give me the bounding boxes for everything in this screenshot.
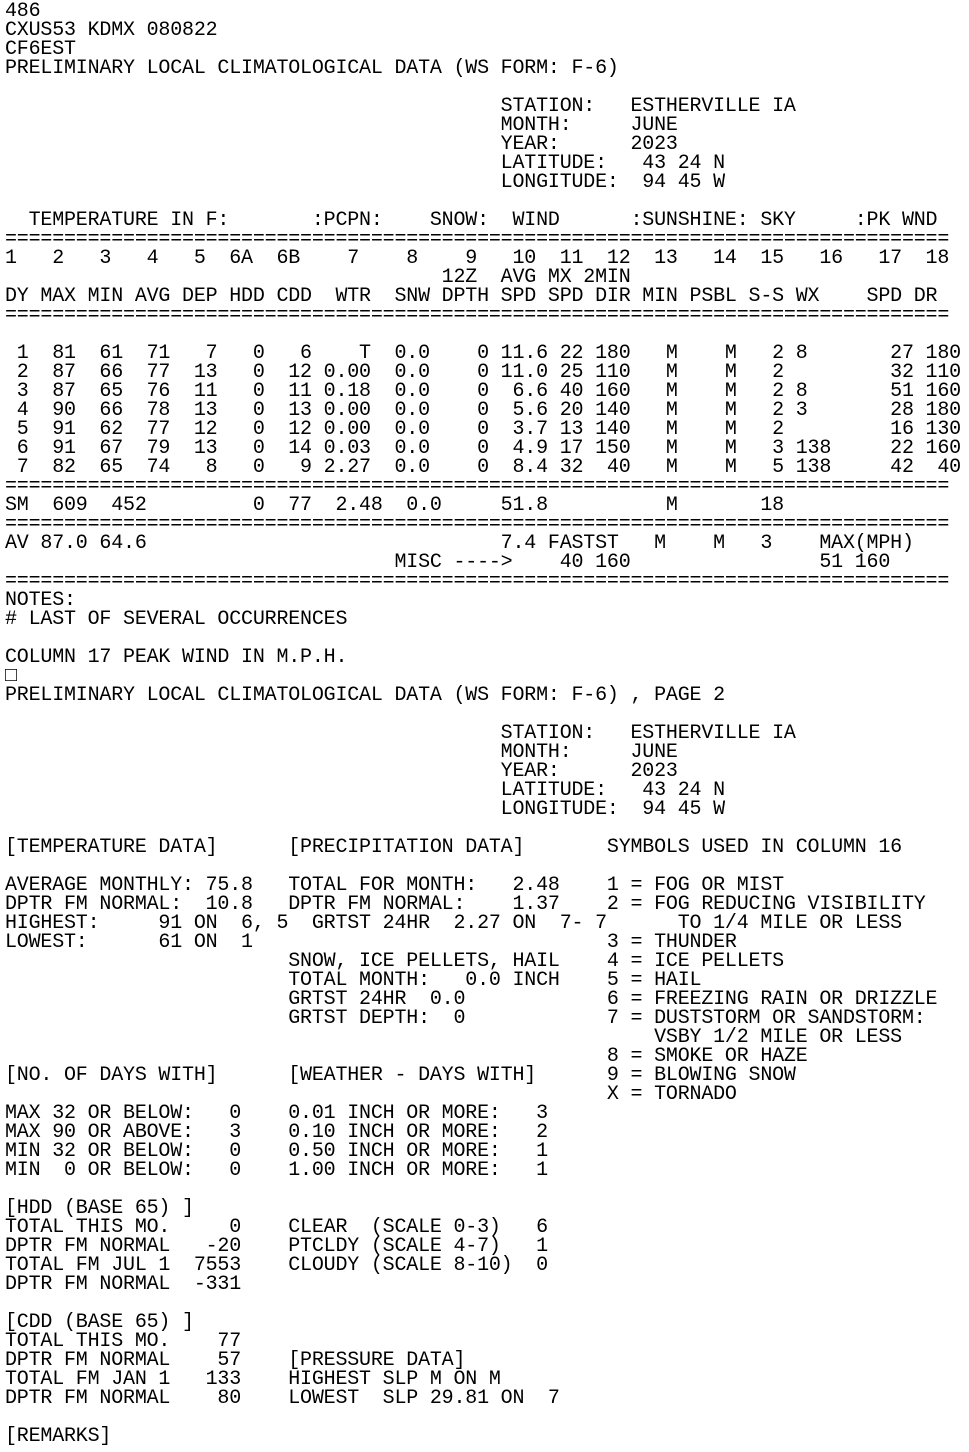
report-line: TOTAL FM JAN 1 133 HIGHEST SLP M ON M (5, 1368, 501, 1391)
report-line: YEAR: 2023 (5, 133, 678, 156)
report-line: MONTH: JUNE (5, 114, 678, 137)
report-line: ================================================================================ (5, 228, 950, 251)
report-line: DPTR FM NORMAL 80 LOWEST SLP 29.81 ON 7 (5, 1387, 560, 1410)
report-line: [CDD (BASE 65) ] (5, 1311, 194, 1334)
report-line: LOWEST: 61 ON 1 3 = THUNDER (5, 931, 737, 954)
report-line: TOTAL MONTH: 0.0 INCH 5 = HAIL (5, 969, 702, 992)
report-line: DPTR FM NORMAL: 10.8 DPTR FM NORMAL: 1.37 2 = FOG REDUCING VISIBILITY (5, 893, 926, 916)
report-line: TOTAL FM JUL 1 7553 CLOUDY (SCALE 8-10) 0 (5, 1254, 548, 1277)
report-line: NOTES: (5, 589, 76, 612)
report-line: # LAST OF SEVERAL OCCURRENCES (5, 608, 348, 631)
report-line: CF6EST (5, 38, 76, 61)
report-line: 4 90 66 78 13 0 13 0.00 0.0 0 5.6 20 140 M M 2 3 28 180 (5, 399, 961, 422)
report-line: LONGITUDE: 94 45 W (5, 171, 725, 194)
report-line: MIN 0 OR BELOW: 0 1.00 INCH OR MORE: 1 (5, 1159, 548, 1182)
report-line: LONGITUDE: 94 45 W (5, 798, 725, 821)
report-line: [TEMPERATURE DATA] [PRECIPITATION DATA] SYMBOLS USED IN COLUMN 16 (5, 836, 902, 859)
report-line: ================================================================================ (5, 570, 950, 593)
report-line: HIGHEST: 91 ON 6, 5 GRTST 24HR 2.27 ON 7- 7 TO 1/4 MILE OR LESS (5, 912, 902, 935)
report-line: DPTR FM NORMAL 57 [PRESSURE DATA] (5, 1349, 466, 1372)
report-line: ================================================================================ (5, 304, 950, 327)
report-line: SM 609 452 0 77 2.48 0.0 51.8 M 18 (5, 494, 784, 517)
report-line: LATITUDE: 43 24 N (5, 779, 725, 802)
report-line: 7 82 65 74 8 0 9 2.27 0.0 0 8.4 32 40 M M 5 138 42 40 (5, 456, 961, 479)
report-line: PRELIMINARY LOCAL CLIMATOLOGICAL DATA (WS FORM: F-6) (5, 57, 619, 80)
report-line: GRTST 24HR 0.0 6 = FREEZING RAIN OR DRIZZLE (5, 988, 938, 1011)
report-line: COLUMN 17 PEAK WIND IN M.P.H. (5, 646, 348, 669)
report-line: PRELIMINARY LOCAL CLIMATOLOGICAL DATA (WS FORM: F-6) , PAGE 2 (5, 684, 725, 707)
report-line: CXUS53 KDMX 080822 (5, 19, 218, 42)
report-line: 8 = SMOKE OR HAZE (5, 1045, 808, 1068)
report-line: TOTAL THIS MO. 77 (5, 1330, 242, 1353)
report-line: ================================================================================ (5, 475, 950, 498)
report-line: [HDD (BASE 65) ] (5, 1197, 194, 1220)
report-line: ================================================================================ (5, 513, 950, 536)
report-line: DPTR FM NORMAL -20 PTCLDY (SCALE 4-7) 1 (5, 1235, 548, 1258)
report-line: STATION: ESTHERVILLE IA (5, 722, 796, 745)
report-line: DY MAX MIN AVG DEP HDD CDD WTR SNW DPTH SPD SPD DIR MIN PSBL S-S WX SPD DR (5, 285, 938, 308)
report-line: GRTST DEPTH: 0 7 = DUSTSTORM OR SANDSTORM: (5, 1007, 926, 1030)
report-line: 6 91 67 79 13 0 14 0.03 0.0 0 4.9 17 150 M M 3 138 22 160 (5, 437, 961, 460)
report-line: MISC ----> 40 160 51 160 (5, 551, 891, 574)
report-line: 12Z AVG MX 2MIN (5, 266, 631, 289)
report-line: MAX 32 OR BELOW: 0 0.01 INCH OR MORE: 3 (5, 1102, 548, 1125)
report-line: VSBY 1/2 MILE OR LESS (5, 1026, 902, 1049)
report-line: 3 87 65 76 11 0 11 0.18 0.0 0 6.6 40 160 M M 2 8 51 160 (5, 380, 961, 403)
report-line: MIN 32 OR BELOW: 0 0.50 INCH OR MORE: 1 (5, 1140, 548, 1163)
report-line: 1 2 3 4 5 6A 6B 7 8 9 10 11 12 13 14 15 16 17 18 (5, 247, 950, 270)
report-line: 1 81 61 71 7 0 6 T 0.0 0 11.6 22 180 M M 2 8 27 180 (5, 342, 961, 365)
report-line: [NO. OF DAYS WITH] [WEATHER - DAYS WITH] 9 = BLOWING SNOW (5, 1064, 796, 1087)
report-line: TEMPERATURE IN F: :PCPN: SNOW: WIND :SUNSHINE: SKY :PK WND (5, 209, 938, 232)
report-line: SNOW, ICE PELLETS, HAIL 4 = ICE PELLETS (5, 950, 784, 973)
report-line: [REMARKS] (5, 1425, 112, 1448)
report-line (5, 1408, 969, 1427)
report-line: AVERAGE MONTHLY: 75.8 TOTAL FOR MONTH: 2.48 1 = FOG OR MIST (5, 874, 784, 897)
report-line: AV 87.0 64.6 7.4 FASTST M M 3 MAX(MPH) (5, 532, 914, 555)
report-line: TOTAL THIS MO. 0 CLEAR (SCALE 0-3) 6 (5, 1216, 548, 1239)
report-line: 5 91 62 77 12 0 12 0.00 0.0 0 3.7 13 140 M M 2 16 130 (5, 418, 961, 441)
report-line: STATION: ESTHERVILLE IA (5, 95, 796, 118)
report-line: □ (5, 665, 17, 688)
report-line: MONTH: JUNE (5, 741, 678, 764)
report-line: YEAR: 2023 (5, 760, 678, 783)
report-line: DPTR FM NORMAL -331 (5, 1273, 242, 1296)
report-line: X = TORNADO (5, 1083, 737, 1106)
report-line: MAX 90 OR ABOVE: 3 0.10 INCH OR MORE: 2 (5, 1121, 548, 1144)
report-line: LATITUDE: 43 24 N (5, 152, 725, 175)
report-line: 2 87 66 77 13 0 12 0.00 0.0 0 11.0 25 110 M M 2 32 110 (5, 361, 961, 384)
report-line: 486 (5, 0, 41, 23)
